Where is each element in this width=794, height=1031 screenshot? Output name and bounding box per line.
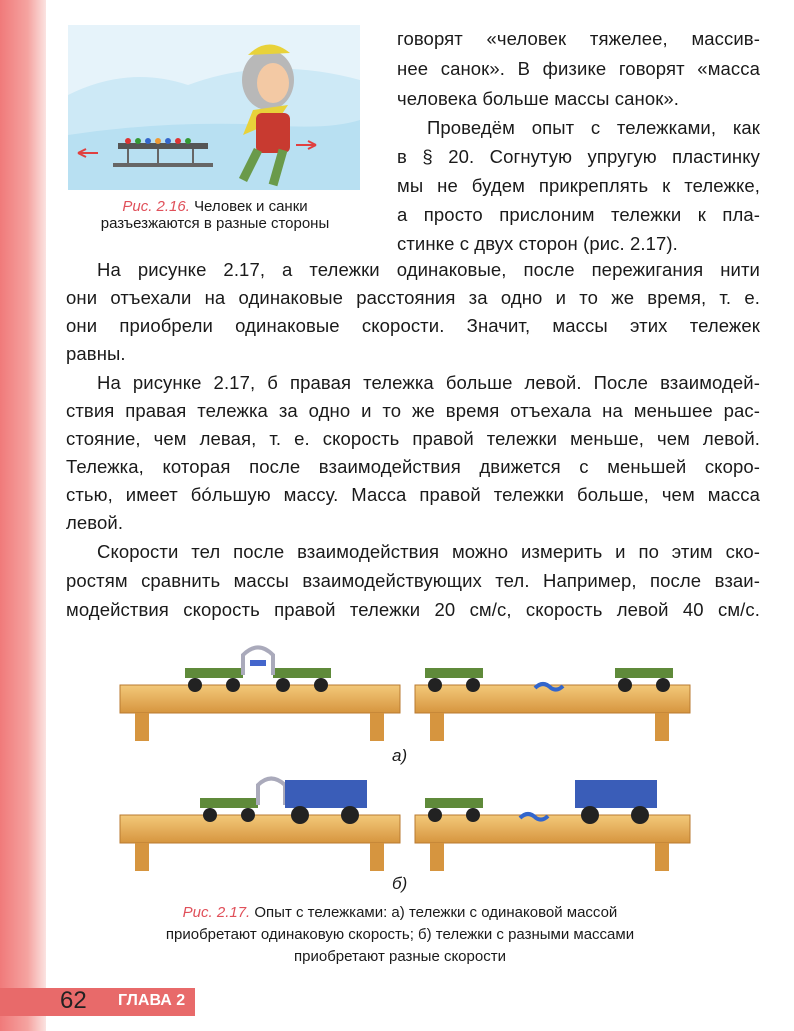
text-line: ствия правая тележка за одно и то же время отъехала на меньшее рас- [66, 400, 760, 421]
page-number: 62 [60, 987, 87, 1014]
chapter-label: ГЛАВА 2 [118, 992, 186, 1009]
text-line: Скорости тел после взаимодействия можно измерить и по этим ско- [97, 541, 760, 562]
caption-text: Опыт с тележками: а) тележки с одинаковой массой [254, 904, 618, 921]
text-line: в § 20. Согнутую упругую пластинку [397, 146, 760, 167]
text-line: Тележка, которая после взаимодействия движется с меньшей скоро- [66, 456, 760, 477]
text-line: говорят «человек тяжелее, массив- [397, 28, 760, 49]
text-line: а просто прислоним тележки к пла- [397, 204, 760, 225]
text-line: стью, имеет бóльшую массу. Масса правой тележки больше, чем масса [66, 484, 760, 505]
text-line: Проведём опыт с тележками, как [427, 117, 760, 138]
text-line: ростям сравнить массы взаимодействующих тел. Например, после взаи- [66, 570, 760, 591]
caption-text: приобретают разные скорости [294, 948, 506, 965]
table-a-left [120, 648, 400, 742]
table-b-left [120, 779, 400, 872]
text-line: стинке с двух сторон (рис. 2.17). [397, 233, 678, 254]
table-b-right [415, 780, 690, 871]
subfigure-label-a: а) [392, 746, 408, 765]
text-line: равны. [66, 343, 126, 364]
text-line: модействия скорость правой тележки 20 см/с, скорость левой 40 см/с. [66, 599, 760, 620]
figure-label: Рис. 2.17. [182, 904, 251, 921]
figure-man-and-sled [68, 25, 360, 190]
text-line: нее санок». В физике говорят «масса [397, 58, 760, 79]
table-a-right [415, 668, 690, 741]
caption-text: Человек и санки [194, 198, 308, 215]
text-line: На рисунке 2.17, а тележки одинаковые, после пережигания нити [97, 259, 760, 280]
text-line: мы не будем прикреплять к тележке, [397, 175, 760, 196]
caption-text: приобретают одинаковую скорость; б) тележки с разными массами [165, 926, 635, 943]
text-line: левой. [66, 512, 124, 533]
caption-text: разъезжаются в разные стороны [100, 215, 330, 232]
text-line: На рисунке 2.17, б правая тележка больше левой. После взаимодей- [97, 372, 760, 393]
margin-color-bar [0, 0, 46, 1031]
figure-2-17-caption [100, 902, 700, 968]
text-line: человека больше массы санок». [397, 88, 680, 109]
figure-label: Рис. 2.16. [122, 198, 190, 215]
text-line: стояние, чем левая, т. е. скорость правой тележки меньше, чем левой. [66, 428, 760, 449]
figure-2-16-caption [70, 198, 360, 232]
text-line: они отъехали на одинаковые расстояния за одно и то же время, т. е. [66, 287, 760, 308]
text-line: они приобрели одинаковые скорости. Значит, массы этих тележек [66, 315, 760, 336]
subfigure-label-b: б) [392, 874, 408, 893]
